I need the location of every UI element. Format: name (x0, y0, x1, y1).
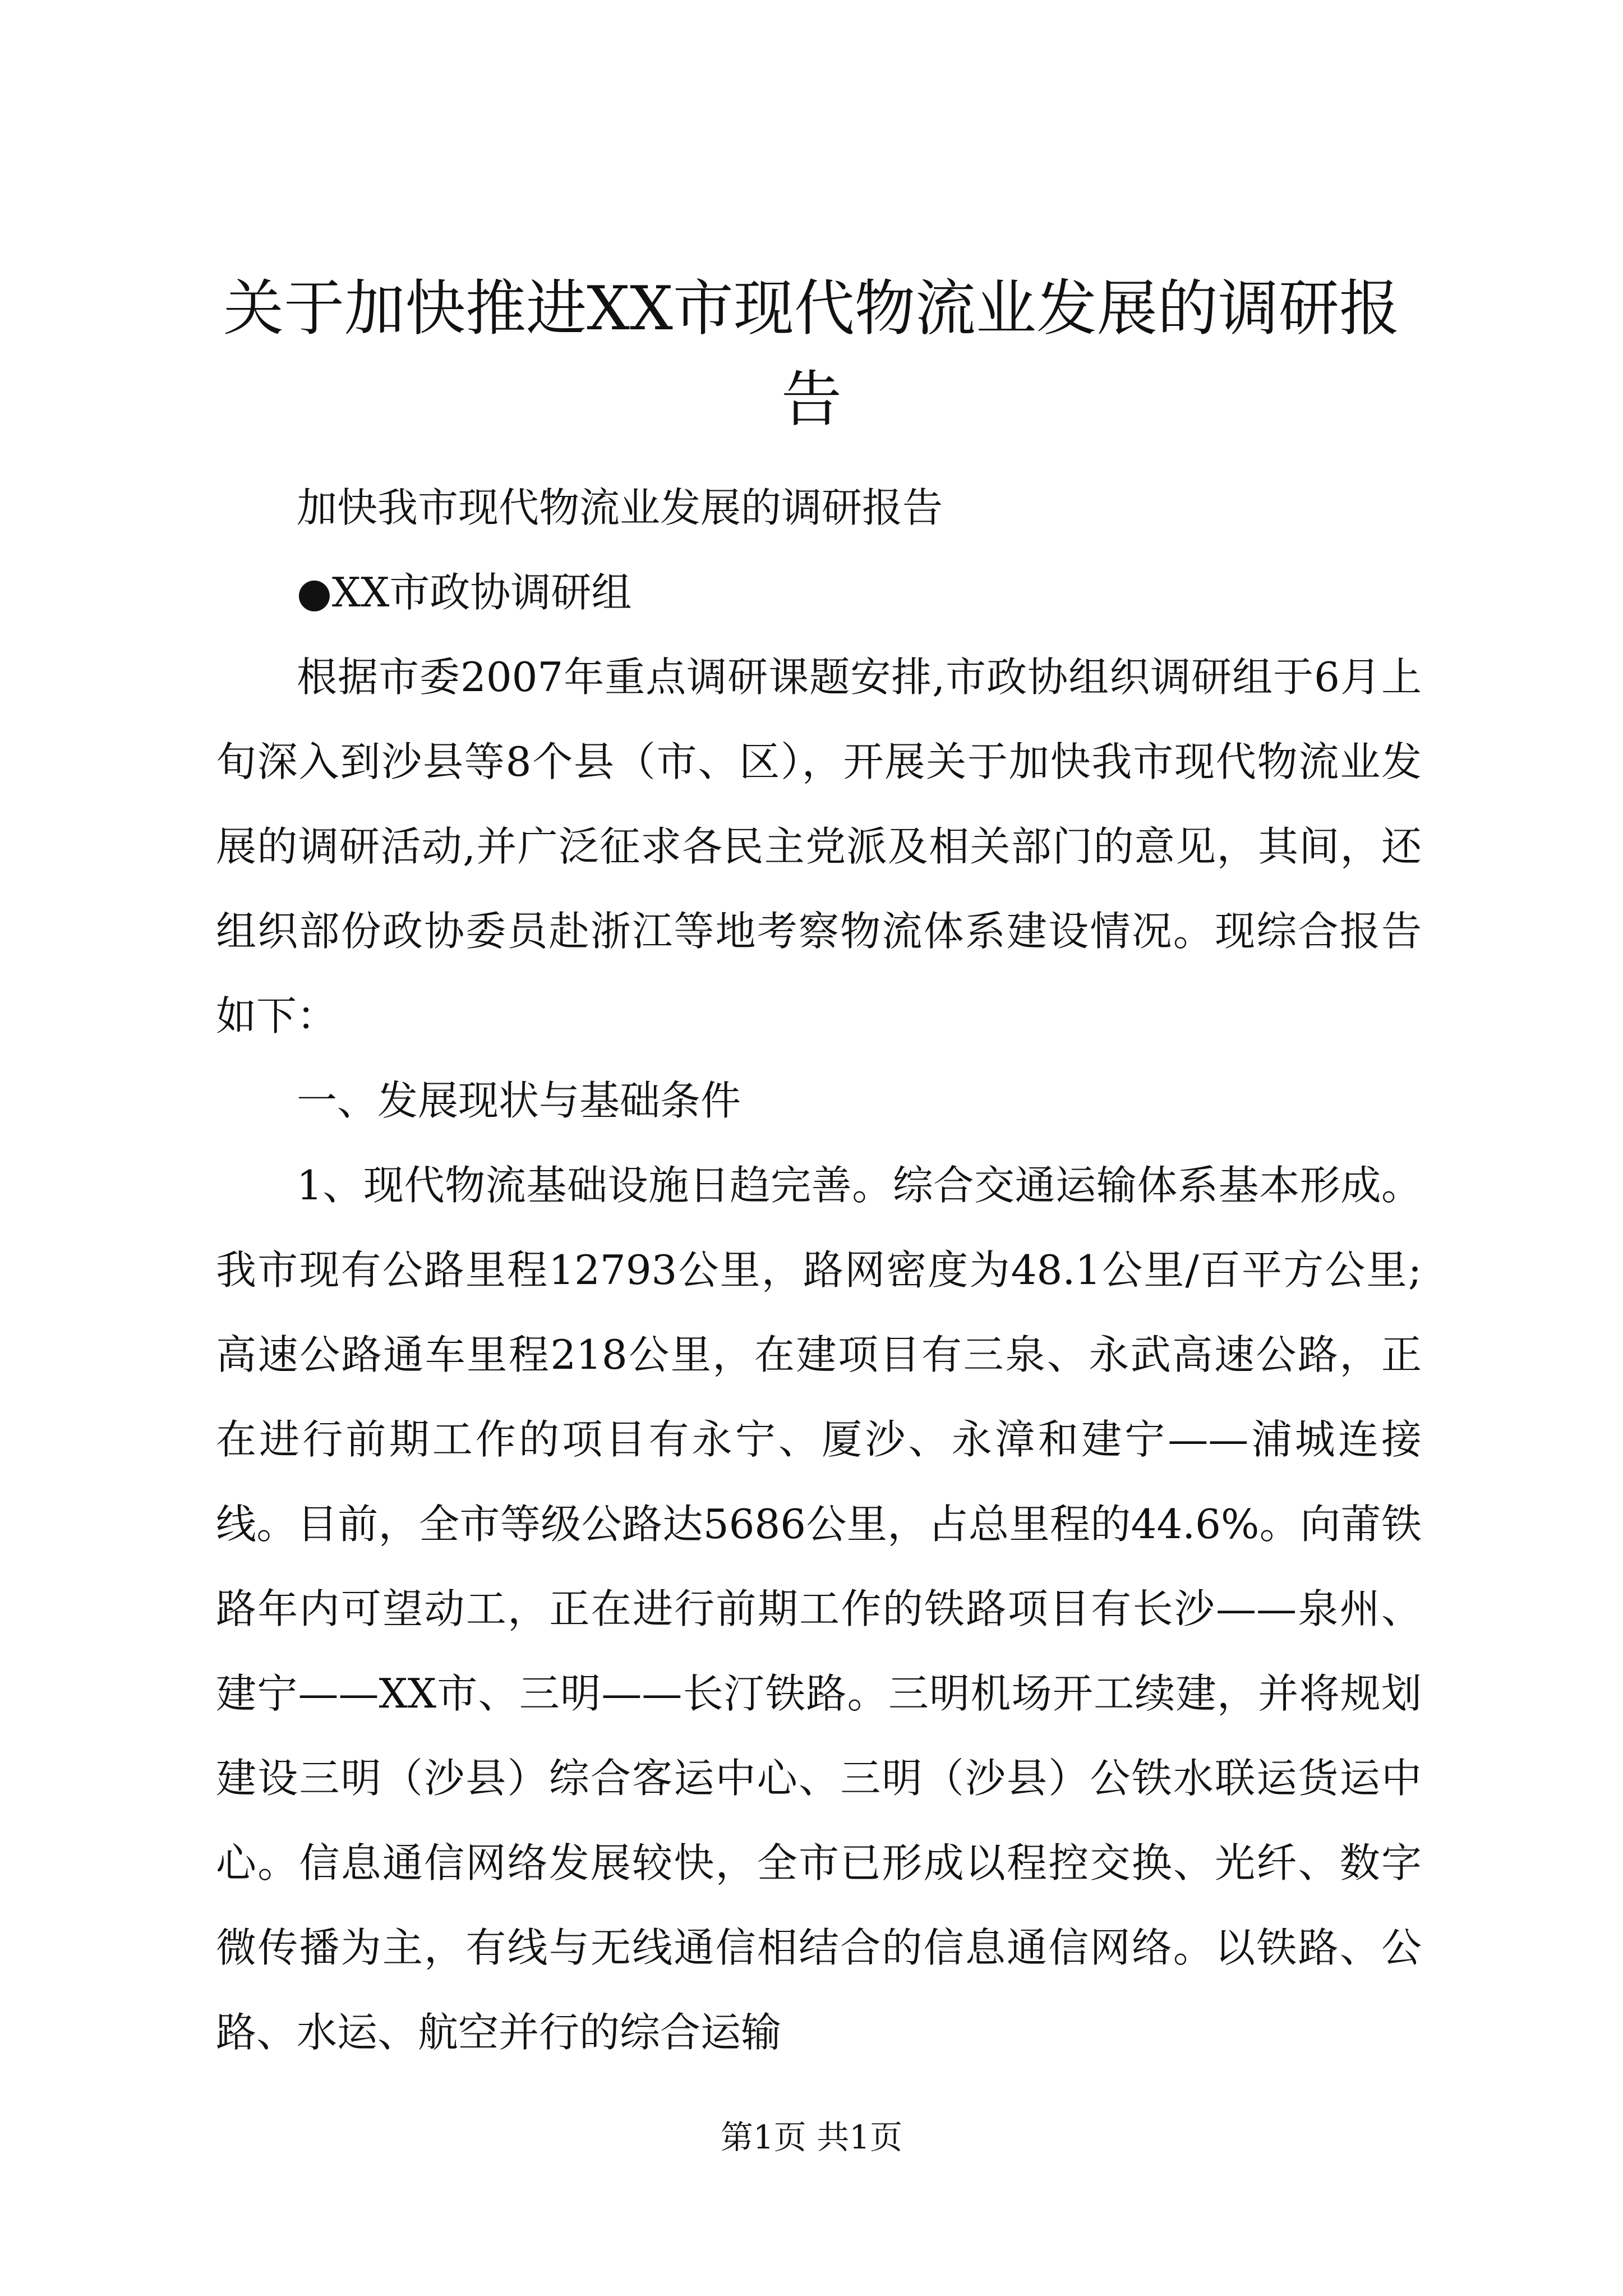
subtitle-paragraph: 加快我市现代物流业发展的调研报告 (297, 484, 943, 531)
document-body (216, 466, 1422, 2075)
section-heading: 一、发展现状与基础条件 (297, 1077, 741, 1124)
author-paragraph: ●XX市政协调研组 (297, 569, 632, 616)
body-paragraph: 1、现代物流基础设施日趋完善。综合交通运输体系基本形成。我市现有公路里程12793公里，路网密度为48.1公里/百平方公里;高速公路通车里程218公里，在建项目有三泉、永武高速公路，正在进行前期工作的项目有永宁、厦沙、永漳和建宁——浦城连接线。目前，全市等级公路达5686公里，占总里程的44.6%。向莆铁路年内可望动工，正在进行前期工作的铁路项目有长沙——泉州、建宁——XX市、三明——长汀铁路。三明机场开工续建，并将规划建设三明（沙县）综合客运中心、三明（沙县）公铁水联运货运中心。信息通信网络发展较快，全市已形成以程控交换、光纤、数字微传播为主，有线与无线通信相结合的信息通信网络。以铁路、公路、水运、航空并行的综合运输 (216, 1162, 1422, 2056)
page-footer: 第1页 共1页 (720, 2118, 903, 2156)
intro-paragraph: 根据市委2007年重点调研课题安排,市政协组织调研组于6月上旬深入到沙县等8个县（市、区），开展关于加快我市现代物流业发展的调研活动,并广泛征求各民主党派及相关部门的意见，其间，还组织部份政协委员赴浙江等地考察物流体系建设情况。现综合报告如下： (216, 654, 1422, 1039)
document-title: 关于加快推进XX市现代物流业发展的调研报告 (223, 274, 1400, 435)
